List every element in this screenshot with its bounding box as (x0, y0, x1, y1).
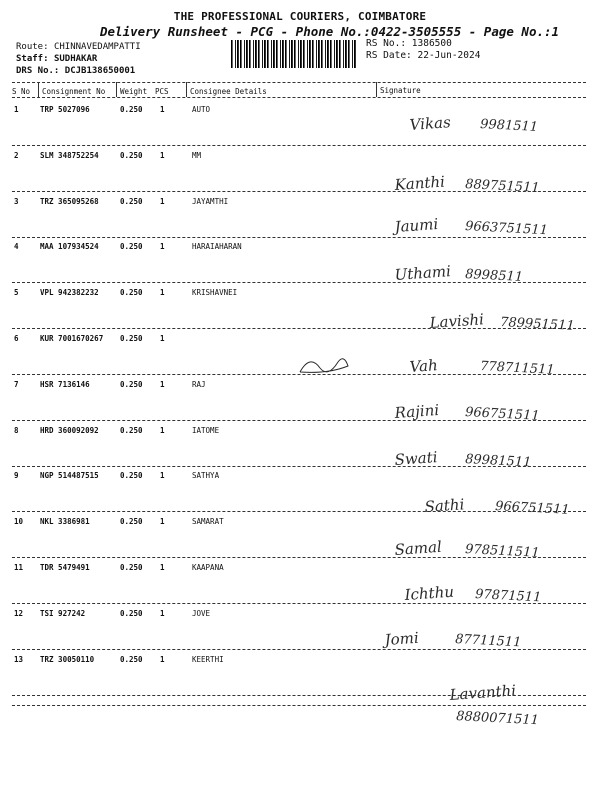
barcode-bar (316, 40, 317, 68)
row-pcs: 1 (160, 563, 165, 572)
route-label: Route: (16, 42, 49, 52)
route-line (16, 42, 141, 52)
barcode-bar (345, 40, 347, 68)
barcode-bar (285, 40, 287, 68)
row-consignee: AUTO (192, 105, 211, 114)
rs-no-line (366, 38, 452, 49)
row-pcs: 1 (160, 288, 165, 297)
row-weight: 0.250 (120, 380, 143, 389)
row-separator (12, 603, 586, 604)
barcode-bar (249, 40, 251, 68)
row-sno: 10 (14, 517, 24, 526)
staff-value: SUDHAKAR (53, 54, 98, 64)
signature-phone-note: 9663751511 (464, 219, 549, 239)
barcode-bar (235, 40, 236, 68)
row-separator (12, 374, 586, 375)
barcode-bar (289, 40, 290, 68)
table-row (12, 515, 586, 555)
row-consignment-no: HRD 360092092 (40, 426, 99, 435)
table-bottom-rule (12, 705, 586, 706)
signature-scribble: Sathi (424, 495, 465, 516)
row-separator (12, 695, 586, 696)
signature-scribble: Lavanthi (449, 681, 517, 704)
barcode-bar (327, 40, 329, 68)
row-weight: 0.250 (120, 151, 143, 160)
row-weight: 0.250 (120, 334, 143, 343)
col-header-pcs: PCS (155, 87, 169, 96)
col-header-sno: S No (12, 87, 31, 96)
row-sno: 1 (14, 105, 19, 114)
table-row (12, 653, 586, 693)
row-separator (12, 466, 586, 467)
row-pcs: 1 (160, 197, 165, 206)
barcode-bar (291, 40, 293, 68)
row-sno: 11 (14, 563, 24, 572)
drs-label: DRS No.: (16, 66, 60, 76)
row-consignment-no: TRP 5027096 (40, 105, 90, 114)
barcode-bar (300, 40, 302, 68)
row-separator (12, 649, 586, 650)
signature-scribble: Jomi (384, 628, 420, 649)
barcode-bar (258, 40, 260, 68)
row-sno: 7 (14, 380, 19, 389)
row-pcs: 1 (160, 655, 165, 664)
row-consignee: IATOME (192, 426, 220, 435)
barcode-bar (253, 40, 254, 68)
row-sno: 2 (14, 151, 19, 160)
barcode-bar (352, 40, 353, 68)
row-weight: 0.250 (120, 517, 143, 526)
row-weight: 0.250 (120, 426, 143, 435)
row-separator (12, 420, 586, 421)
barcode-bar (240, 40, 242, 68)
signature-scribble: Lavishi (429, 310, 485, 332)
col-divider (376, 82, 377, 97)
barcode-bar (309, 40, 311, 68)
row-consignee: SATHYA (192, 471, 220, 480)
row-separator (12, 557, 586, 558)
barcode-bar (307, 40, 308, 68)
row-weight: 0.250 (120, 197, 143, 206)
row-consignee: SAMARAT (192, 517, 224, 526)
staff-label: Staff: (16, 54, 49, 64)
row-weight: 0.250 (120, 655, 143, 664)
drs-value: DCJB138650001 (64, 66, 136, 76)
row-sno: 8 (14, 426, 19, 435)
signature-scribble: Vikas (409, 113, 452, 134)
row-consignee: KAAPANA (192, 563, 224, 572)
barcode-bar (282, 40, 284, 68)
signature-scribble: Jaumi (394, 214, 439, 236)
col-header-consignee: Consignee Details (190, 87, 267, 96)
signature-phone-note: 889751511 (464, 177, 540, 196)
barcode-bar (237, 40, 239, 68)
rs-date-value: 22-Jun-2024 (417, 50, 481, 61)
barcode-bar (246, 40, 248, 68)
barcode-bar (267, 40, 269, 68)
row-consignment-no: TRZ 365095268 (40, 197, 99, 206)
row-weight: 0.250 (120, 471, 143, 480)
row-consignment-no: TRZ 30050110 (40, 655, 95, 664)
signature-phone-note: 87711511 (454, 632, 522, 651)
row-pcs: 1 (160, 471, 165, 480)
table-row (12, 103, 586, 143)
barcode-bar (318, 40, 320, 68)
barcode-bar (294, 40, 296, 68)
runsheet-title: Delivery Runsheet - PCG - Phone No.:0422-3505555 - Page No.:1 (100, 24, 560, 39)
route-value: CHINNAVEDAMPATTI (53, 42, 141, 52)
row-weight: 0.250 (120, 105, 143, 114)
row-separator (12, 191, 586, 192)
signature-phone-note: 8880071511 (455, 709, 540, 729)
signature-phone-note: 778711511 (479, 359, 555, 378)
signature-phone-note: 789951511 (499, 315, 575, 334)
rs-date-line (366, 50, 480, 61)
signature-scribble: Kanthi (394, 172, 446, 194)
company-name: THE PROFESSIONAL COURIERS, COIMBATORE (173, 10, 427, 23)
col-header-consignment: Consignment No (42, 87, 106, 96)
row-consignee: HARAIAHARAN (192, 242, 242, 251)
barcode-bar (244, 40, 245, 68)
col-divider (38, 82, 39, 97)
row-sno: 13 (14, 655, 24, 664)
drs-line (16, 66, 135, 76)
barcode-bar (280, 40, 281, 68)
signature-phone-note: 966751511 (464, 405, 540, 424)
signature-scribble: Swati (394, 448, 439, 469)
row-pcs: 1 (160, 151, 165, 160)
table-row (12, 561, 586, 601)
row-separator (12, 328, 586, 329)
row-sno: 5 (14, 288, 19, 297)
row-consignment-no: TSI 927242 (40, 609, 86, 618)
row-consignee: JOVE (192, 609, 211, 618)
barcode-bar (255, 40, 257, 68)
row-consignment-no: HSR 7136146 (40, 380, 90, 389)
staff-line (16, 54, 97, 64)
row-separator (12, 145, 586, 146)
barcode-bar (276, 40, 278, 68)
signature-scribble: Samal (394, 537, 443, 559)
rs-date-label: RS Date: (366, 50, 412, 61)
signature-phone-note: 8998511 (464, 267, 524, 286)
row-weight: 0.250 (120, 242, 143, 251)
row-sno: 12 (14, 609, 24, 618)
barcode-bar (330, 40, 332, 68)
row-consignment-no: MAA 107934524 (40, 242, 99, 251)
barcode-bar (264, 40, 266, 68)
row-sno: 3 (14, 197, 19, 206)
barcode-bar (321, 40, 323, 68)
row-sno: 4 (14, 242, 19, 251)
row-consignment-no: TDR 5479491 (40, 563, 90, 572)
signature-scribble: Vah (409, 356, 439, 376)
barcode-bar (339, 40, 341, 68)
signature-scribble: Ichthu (404, 582, 455, 604)
barcode-bar (312, 40, 314, 68)
signature-scribble: Rajini (394, 400, 440, 422)
barcode-bar (262, 40, 263, 68)
table-top-rule (12, 82, 586, 83)
barcode-bar (336, 40, 338, 68)
row-consignee: KRISHAVNEI (192, 288, 238, 297)
table-row (12, 378, 586, 418)
signature-phone-note: 9981511 (479, 117, 539, 136)
row-consignment-no: NKL 3386981 (40, 517, 90, 526)
barcode-bar (354, 40, 356, 68)
barcode-bar (325, 40, 326, 68)
row-sno: 6 (14, 334, 19, 343)
signature-phone-note: 97871511 (474, 587, 542, 606)
row-pcs: 1 (160, 334, 165, 343)
row-separator (12, 282, 586, 283)
barcode-bar (273, 40, 275, 68)
row-sno: 9 (14, 471, 19, 480)
barcode-bar (348, 40, 350, 68)
row-weight: 0.250 (120, 563, 143, 572)
barcode-bar (343, 40, 344, 68)
barcode-image (231, 40, 358, 68)
row-separator (12, 237, 586, 238)
barcode-bar (231, 40, 233, 68)
row-consignee: JAYAMTHI (192, 197, 229, 206)
row-consignee: RAJ (192, 380, 206, 389)
col-header-signature: Signature (380, 86, 421, 95)
rs-no-value: 1386500 (411, 38, 452, 49)
barcode-bar (303, 40, 305, 68)
row-weight: 0.250 (120, 288, 143, 297)
row-pcs: 1 (160, 380, 165, 389)
row-pcs: 1 (160, 517, 165, 526)
row-weight: 0.250 (120, 609, 143, 618)
rs-no-label: RS No.: (366, 38, 407, 49)
col-divider (186, 82, 187, 97)
barcode-bar (271, 40, 272, 68)
header-bottom-rule (12, 97, 586, 98)
row-pcs: 1 (160, 105, 165, 114)
row-consignment-no: SLM 348752254 (40, 151, 99, 160)
barcode-bar (298, 40, 299, 68)
row-consignee: MM (192, 151, 202, 160)
row-pcs: 1 (160, 426, 165, 435)
row-consignee: KEERTHI (192, 655, 224, 664)
row-consignment-no: NGP 514487515 (40, 471, 99, 480)
row-pcs: 1 (160, 609, 165, 618)
col-header-weight: Weight (120, 87, 148, 96)
barcode-bar (334, 40, 335, 68)
row-separator (12, 511, 586, 512)
table-row (12, 607, 586, 647)
row-pcs: 1 (160, 242, 165, 251)
row-consignment-no: VPL 942382232 (40, 288, 99, 297)
signature-phone-note: 89981511 (464, 452, 532, 471)
row-consignment-no: KUR 7001670267 (40, 334, 104, 343)
col-divider (116, 82, 117, 97)
signature-phone-note: 978511511 (464, 542, 540, 561)
signature-scribble: Uthami (394, 262, 452, 284)
signature-phone-note: 966751511 (494, 499, 570, 518)
